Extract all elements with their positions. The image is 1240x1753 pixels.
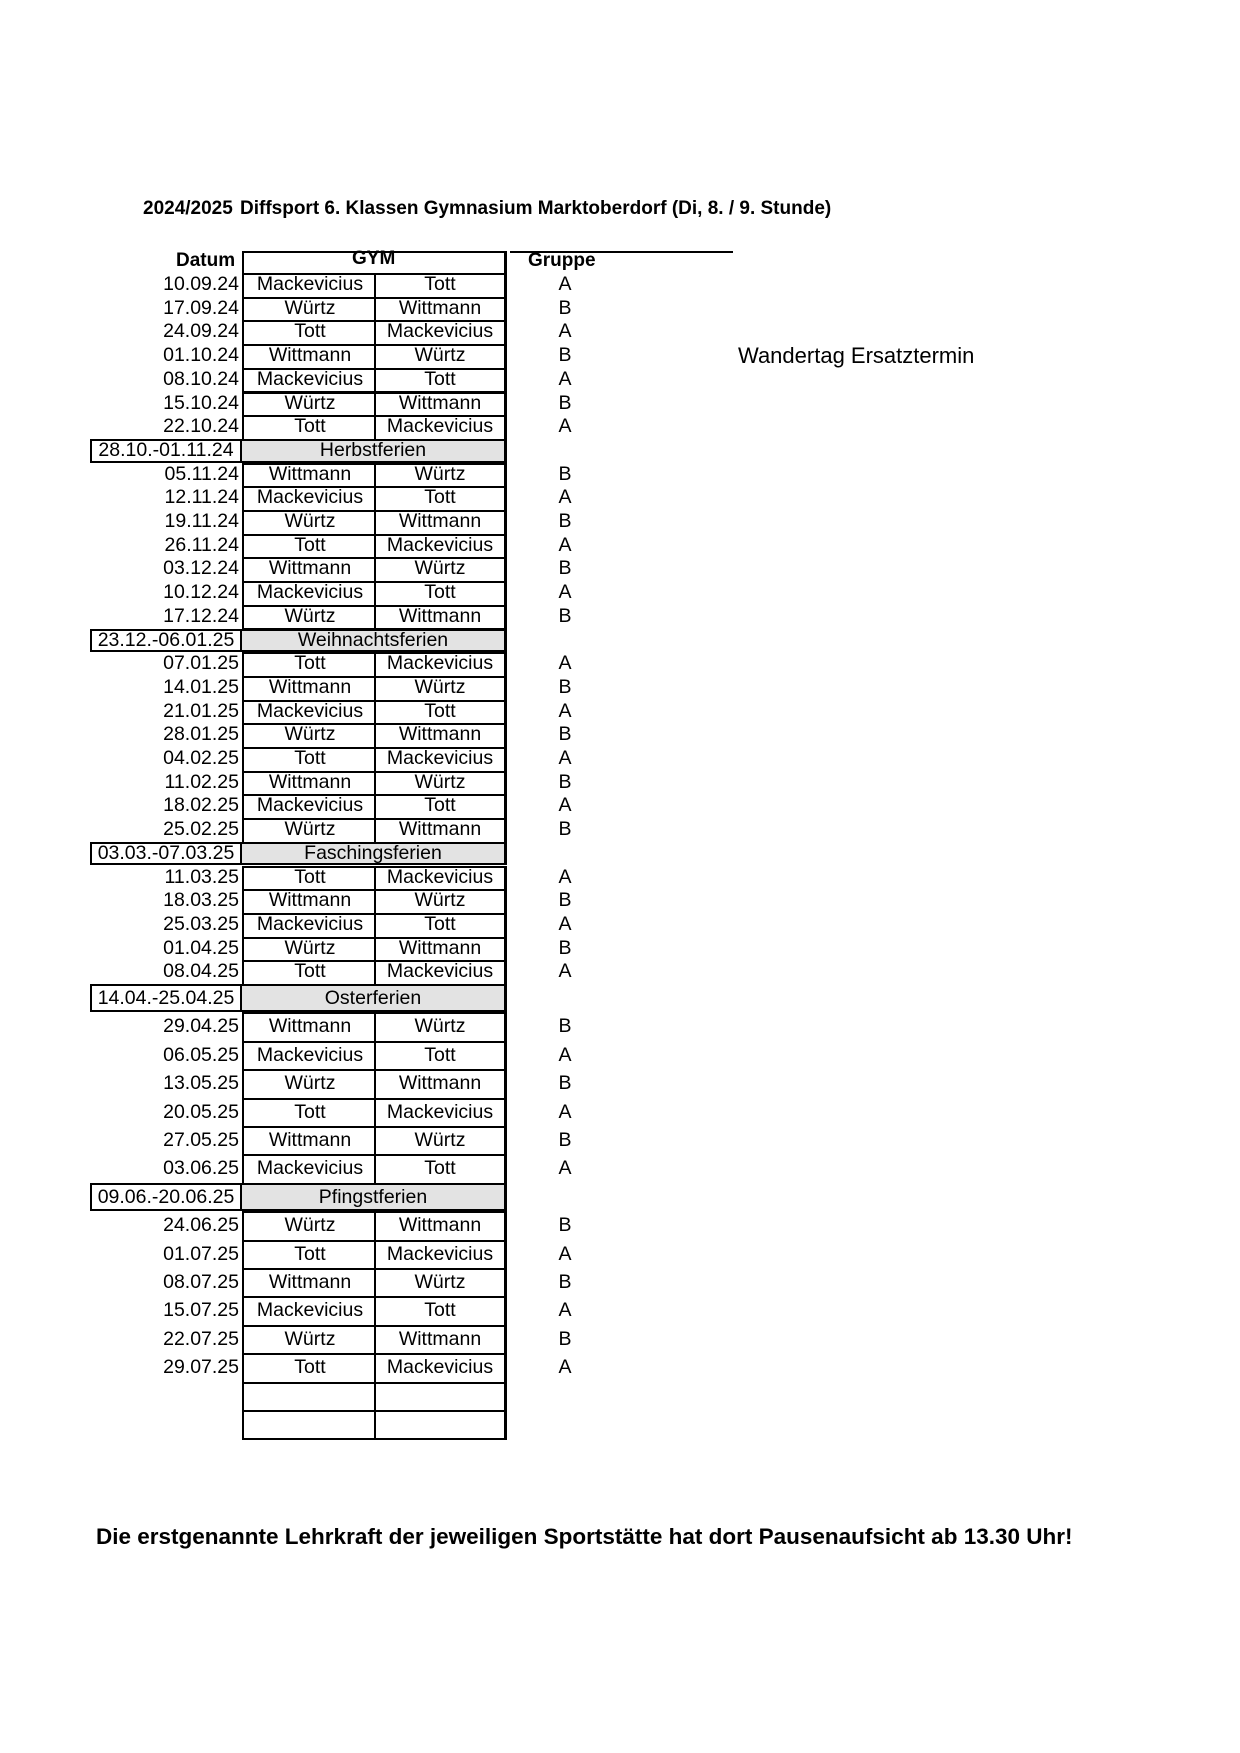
teacher-2-cell: Wittmann [374,1069,507,1099]
table-row [0,723,740,747]
teacher-2-cell: Tott [374,368,507,394]
row-group: B [558,1129,572,1151]
teacher-2-cell: Würtz [374,557,507,583]
table-row [0,1211,740,1239]
table-row [0,510,740,534]
row-date: 24.06.25 [163,1214,239,1237]
teacher-2-cell: Wittmann [374,723,507,749]
row-date: 08.10.24 [163,367,239,390]
row-date: 01.07.25 [163,1242,239,1265]
teacher-1-cell: Mackevicius [242,1041,376,1071]
teacher-2-cell: Tott [374,581,507,607]
row-date: 20.05.25 [163,1100,239,1123]
row-date: 14.01.25 [163,675,239,698]
row-group: A [558,367,572,390]
row-group: A [558,1242,572,1265]
row-date: 15.10.24 [163,391,239,414]
row-group: B [558,462,572,485]
teacher-2-cell: Mackevicius [374,415,507,441]
holiday-row [0,629,740,653]
row-group: A [558,652,572,675]
table-row [0,415,740,439]
teacher-1-cell: Tott [242,320,376,346]
row-group: B [558,510,572,532]
holiday-label: Faschingsferien [242,842,507,866]
teacher-2-cell: Mackevicius [374,866,507,892]
teacher-1-cell: Mackevicius [242,581,376,607]
teacher-2-cell: Tott [374,1154,507,1184]
row-group: B [558,889,572,912]
teacher-2-cell: Würtz [374,1012,507,1042]
table-row [0,960,740,984]
row-group: A [558,415,572,438]
row-group: A [558,960,572,983]
teacher-1-cell [242,1410,376,1440]
holiday-label: Osterferien [242,984,507,1012]
table-row [0,1154,740,1182]
teacher-2-cell: Tott [374,273,507,299]
teacher-1-cell: Mackevicius [242,794,376,820]
holiday-label: Weihnachtsferien [242,629,507,653]
table-row [0,344,740,368]
teacher-1-cell: Tott [242,960,376,986]
row-date: 29.04.25 [163,1015,239,1038]
table-row [0,889,740,913]
table-row [0,937,740,961]
school-year: 2024/2025 [143,198,233,219]
row-group: B [558,344,572,367]
row-group: A [558,865,572,888]
teacher-2-cell: Mackevicius [374,1098,507,1128]
row-group: A [558,747,572,769]
table-row [0,913,740,937]
row-group: B [558,818,572,841]
table-row [0,1268,740,1296]
teacher-2-cell: Wittmann [374,510,507,536]
document-title: Diffsport 6. Klassen Gymnasium Marktoberdorf (Di, 8. / 9. Stunde) [240,198,832,219]
holiday-row [0,984,740,1012]
table-row [0,1098,740,1126]
table-row [0,320,740,344]
row-date: 24.09.24 [163,320,239,343]
teacher-1-cell: Mackevicius [242,700,376,726]
row-date: 12.11.24 [164,486,239,509]
table-row [0,297,740,321]
row-group: A [558,1043,572,1066]
row-group: B [558,936,572,959]
teacher-2-cell: Wittmann [374,1325,507,1355]
teacher-2-cell: Würtz [374,1126,507,1156]
row-date: 04.02.25 [163,747,239,769]
table-row [0,1041,740,1069]
row-date: 17.09.24 [163,296,239,319]
table-row [0,273,740,297]
row-date: 03.06.25 [163,1157,239,1180]
table-row [0,652,740,676]
teacher-2-cell: Wittmann [374,297,507,323]
table-row [0,1126,740,1154]
column-header-gym: GYM [352,248,396,269]
row-date: 08.07.25 [163,1271,239,1293]
table-row [0,1069,740,1097]
teacher-1-cell: Tott [242,415,376,441]
table-row [0,676,740,700]
teacher-1-cell: Würtz [242,605,376,631]
table-row [0,463,740,487]
holiday-row [0,1183,740,1211]
table-row [0,1353,740,1381]
teacher-1-cell: Würtz [242,510,376,536]
teacher-1-cell: Tott [242,652,376,678]
row-date: 06.05.25 [163,1043,239,1066]
column-header-datum: Datum [176,250,236,271]
teacher-1-cell: Würtz [242,1069,376,1099]
teacher-1-cell: Tott [242,1240,376,1270]
table-row [0,368,740,392]
footer-note: Die erstgenannte Lehrkraft der jeweiligen Sportstätte hat dort Pausenaufsicht ab 13.30 Uhr! [96,1524,1073,1549]
teacher-1-cell: Wittmann [242,1012,376,1042]
row-group: B [558,675,572,698]
row-date: 25.02.25 [163,818,239,841]
teacher-1-cell: Wittmann [242,1126,376,1156]
teacher-1-cell: Wittmann [242,771,376,797]
row-date: 10.12.24 [163,581,239,604]
teacher-2-cell: Wittmann [374,392,507,418]
teacher-1-cell: Wittmann [242,1268,376,1298]
row-date: 18.03.25 [163,889,239,912]
row-group: B [558,557,572,580]
row-date: 26.11.24 [164,533,239,556]
row-group: A [558,699,572,722]
holiday-date-range: 23.12.-06.01.25 [90,629,242,653]
teacher-1-cell: Würtz [242,1211,376,1241]
table-row [0,866,740,890]
table-row [0,818,740,842]
teacher-1-cell: Mackevicius [242,1296,376,1326]
teacher-2-cell: Wittmann [374,605,507,631]
row-group: B [558,296,572,319]
table-row [0,700,740,724]
holiday-label: Pfingstferien [242,1183,507,1211]
teacher-2-cell [374,1410,507,1440]
teacher-1-cell: Tott [242,534,376,560]
row-date: 01.10.24 [163,344,239,367]
teacher-2-cell: Würtz [374,889,507,915]
wandertag-note: Wandertag Ersatztermin [738,343,975,368]
table-row [0,557,740,581]
table-row [0,771,740,795]
row-date: 27.05.25 [163,1129,239,1151]
teacher-2-cell: Würtz [374,463,507,489]
row-group: A [558,912,572,935]
teacher-1-cell: Mackevicius [242,486,376,512]
table-row [0,1382,740,1410]
teacher-1-cell: Mackevicius [242,1154,376,1184]
table-row [0,392,740,416]
table-row [0,1325,740,1353]
teacher-2-cell: Mackevicius [374,1353,507,1383]
teacher-2-cell: Wittmann [374,937,507,963]
table-row [0,486,740,510]
teacher-2-cell: Wittmann [374,1211,507,1241]
teacher-2-cell: Würtz [374,1268,507,1298]
row-date: 11.03.25 [164,865,239,888]
teacher-2-cell: Mackevicius [374,960,507,986]
teacher-1-cell: Wittmann [242,889,376,915]
row-group: A [558,581,572,604]
teacher-2-cell: Tott [374,486,507,512]
teacher-2-cell: Mackevicius [374,1240,507,1270]
teacher-1-cell: Tott [242,747,376,773]
teacher-1-cell: Mackevicius [242,368,376,394]
teacher-1-cell: Würtz [242,723,376,749]
row-group: B [558,770,572,793]
row-group: A [558,1100,572,1123]
column-header-gruppe: Gruppe [528,250,596,271]
row-date: 22.10.24 [163,415,239,438]
holiday-date-range: 03.03.-07.03.25 [90,842,242,866]
table-row [0,1240,740,1268]
table-row [0,605,740,629]
teacher-2-cell [374,1382,507,1412]
teacher-1-cell: Mackevicius [242,913,376,939]
teacher-1-cell: Wittmann [242,557,376,583]
row-group: B [558,604,572,627]
holiday-row [0,842,740,866]
row-date: 22.07.25 [163,1327,239,1350]
teacher-1-cell: Wittmann [242,463,376,489]
row-group: A [558,273,572,295]
teacher-2-cell: Wittmann [374,818,507,844]
row-date: 18.02.25 [163,794,239,817]
row-group: A [558,320,572,343]
teacher-1-cell: Tott [242,1353,376,1383]
teacher-1-cell: Wittmann [242,676,376,702]
row-date: 10.09.24 [163,273,239,295]
holiday-label: Herbstferien [242,439,507,463]
teacher-1-cell: Wittmann [242,344,376,370]
table-row [0,534,740,558]
teacher-2-cell: Tott [374,1041,507,1071]
teacher-2-cell: Mackevicius [374,534,507,560]
teacher-1-cell: Würtz [242,297,376,323]
teacher-1-cell [242,1382,376,1412]
holiday-date-range: 14.04.-25.04.25 [90,984,242,1012]
teacher-2-cell: Tott [374,913,507,939]
teacher-2-cell: Tott [374,700,507,726]
table-row [0,581,740,605]
row-date: 17.12.24 [163,604,239,627]
row-group: B [558,1214,572,1237]
holiday-row [0,439,740,463]
table-row [0,794,740,818]
row-date: 08.04.25 [163,960,239,983]
row-group: A [558,1157,572,1180]
table-row [0,1410,740,1438]
teacher-2-cell: Würtz [374,676,507,702]
teacher-2-cell: Mackevicius [374,652,507,678]
row-group: A [558,1299,572,1322]
teacher-1-cell: Würtz [242,818,376,844]
teacher-1-cell: Mackevicius [242,273,376,299]
teacher-2-cell: Würtz [374,344,507,370]
row-date: 01.04.25 [163,936,239,959]
row-date: 28.01.25 [163,723,239,746]
row-date: 29.07.25 [163,1356,239,1379]
teacher-2-cell: Tott [374,794,507,820]
table-row [0,1296,740,1324]
row-date: 11.02.25 [164,770,239,793]
row-group: A [558,794,572,817]
row-date: 05.11.24 [164,462,239,485]
row-date: 19.11.24 [164,510,239,532]
teacher-2-cell: Mackevicius [374,320,507,346]
row-group: A [558,533,572,556]
row-group: B [558,1072,572,1095]
row-group: A [558,486,572,509]
teacher-2-cell: Würtz [374,771,507,797]
row-group: B [558,723,572,746]
row-date: 07.01.25 [163,652,239,675]
row-date: 15.07.25 [163,1299,239,1322]
holiday-date-range: 09.06.-20.06.25 [90,1183,242,1211]
teacher-1-cell: Würtz [242,392,376,418]
teacher-2-cell: Mackevicius [374,747,507,773]
teacher-1-cell: Tott [242,1098,376,1128]
teacher-2-cell: Tott [374,1296,507,1326]
table-row [0,1012,740,1040]
teacher-1-cell: Tott [242,866,376,892]
row-group: B [558,1271,572,1293]
row-group: B [558,1327,572,1350]
teacher-1-cell: Würtz [242,1325,376,1355]
row-group: A [558,1356,572,1379]
row-date: 13.05.25 [163,1072,239,1095]
row-group: B [558,1015,572,1038]
table-row [0,747,740,771]
row-group: B [558,391,572,414]
teacher-1-cell: Würtz [242,937,376,963]
row-date: 21.01.25 [163,699,239,722]
row-date: 25.03.25 [163,912,239,935]
holiday-date-range: 28.10.-01.11.24 [90,439,242,463]
row-date: 03.12.24 [163,557,239,580]
